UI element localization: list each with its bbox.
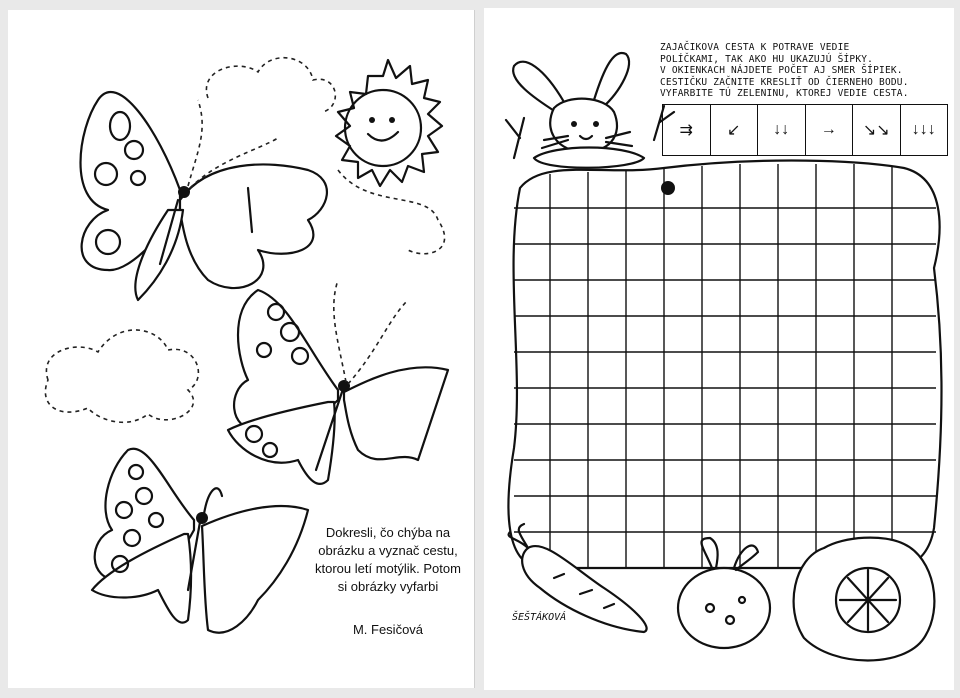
arrow-key-cell: ↓↓ (758, 105, 806, 155)
instruction-line-2: POLÍČKAMI, TAK AKO HU UKAZUJÚ ŠÍPKY. (660, 53, 874, 65)
rabbit-instructions (660, 42, 950, 100)
cabbage-drawing (794, 538, 935, 661)
butterfly-3 (92, 449, 308, 633)
grid-lines (514, 164, 936, 568)
instruction-line-5: VYFARBITE TÚ ZELENINU, KTOREJ VEDIE CESTA. (660, 88, 909, 99)
kohlrabi-drawing (678, 538, 770, 648)
grid-frame (508, 161, 941, 572)
arrow-key-cell: ↘↘ (853, 105, 901, 155)
dashed-cloud-top (206, 58, 335, 112)
instruction-line-1: ZAJAČIKOVA CESTA K POTRAVE VEDIE (660, 42, 850, 53)
arrow-key-cell: → (806, 105, 854, 155)
instruction-line-4: CESTIČKU ZAČNITE KRESLIŤ OD ČIERNEHO BODU. (660, 76, 909, 88)
right-page (484, 8, 954, 690)
instructions-text: Dokresli, čo chýba na obrázku a vyznač cestu, ktorou letí motýlik. Potom si obrázky vyfarbi (315, 525, 461, 594)
arrow-key-cell: ↙ (711, 105, 759, 155)
rabbit-drawing (513, 53, 644, 168)
arrow-key-cell: ⇉ (663, 105, 711, 155)
sun-drawing (336, 60, 442, 186)
dashed-cloud-middle (45, 330, 198, 422)
illustrator-signature: ŠEŠTÁKOVÁ (512, 612, 567, 623)
author-name: M. Fesičová (352, 622, 424, 637)
butterfly-1 (81, 92, 327, 300)
arrow-key-boxes (662, 104, 948, 156)
instruction-line-3: V OKIENKACH NÁJDETE POČET AJ SMER ŠÍPIEK. (660, 65, 903, 76)
start-dot (661, 181, 675, 195)
arrow-key-cell: ↓↓↓ (911, 121, 936, 138)
left-page (8, 10, 475, 688)
butterfly-2 (228, 280, 448, 484)
